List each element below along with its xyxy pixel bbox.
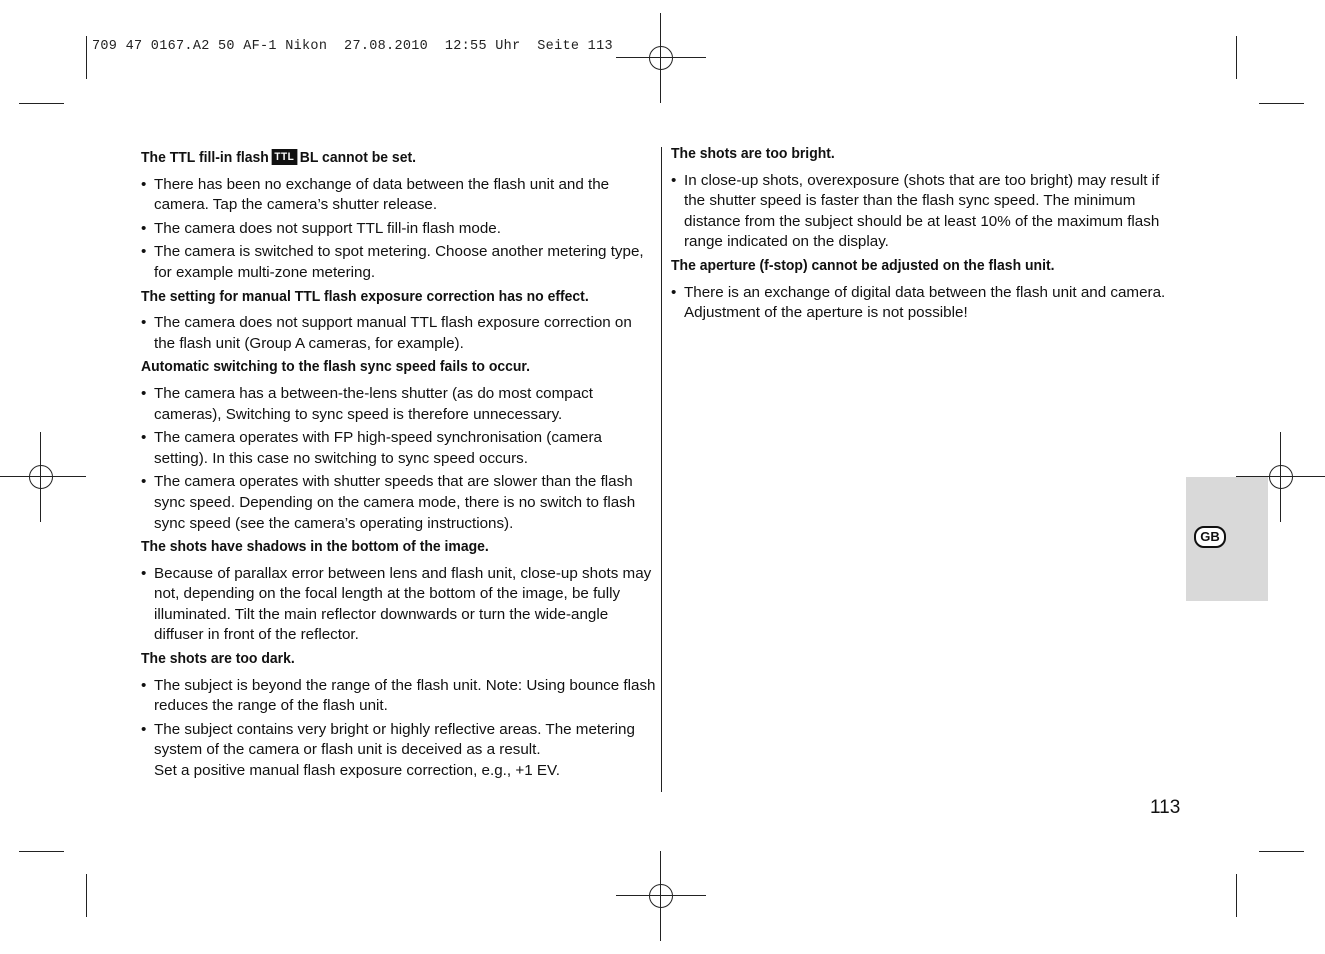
section-too-dark <box>141 649 656 782</box>
bullet: • <box>141 720 147 738</box>
registration-mark-top <box>616 13 706 103</box>
page-number: 113 <box>1150 797 1181 818</box>
section-sync-speed <box>141 357 656 534</box>
bullet: • <box>671 171 677 189</box>
crop-mark <box>1236 36 1237 79</box>
bullet: • <box>141 473 147 491</box>
section-ttl-fill-in <box>141 148 656 284</box>
list-item: • The camera is switched to spot metering. Choose another metering type, for example multi-zone metering. <box>141 243 644 281</box>
section-heading: The shots are too bright. <box>671 145 835 162</box>
section-heading: The shots are too dark. <box>141 650 295 668</box>
ttl-icon: TTL <box>272 149 297 165</box>
bullet: • <box>141 429 147 447</box>
section-heading: The aperture (f-stop) cannot be adjusted on the flash unit. <box>671 256 1055 274</box>
left-column <box>141 148 656 785</box>
registration-mark-bottom <box>616 851 706 941</box>
column-divider <box>661 147 662 792</box>
section-heading: The setting for manual TTL flash exposure correction has no effect. <box>141 287 589 305</box>
list-item: • The camera operates with FP high-speed synchronisation (camera setting). In this case no switching to sync speed occurs. <box>141 429 602 467</box>
crop-mark <box>86 36 87 79</box>
print-header: 709 47 0167.A2 50 AF-1 Nikon 27.08.2010 12:55 Uhr Seite 113 <box>92 39 613 54</box>
section-heading: The TTL fill-in flash TTL BL cannot be set. <box>141 149 417 166</box>
right-column <box>671 144 1176 327</box>
section-shadows <box>141 537 656 646</box>
bullet: • <box>141 243 147 261</box>
crop-mark <box>1259 103 1304 104</box>
crop-mark <box>1236 874 1237 917</box>
registration-mark-left <box>0 432 86 522</box>
section-heading: Automatic switching to the flash sync speed fails to occur. <box>141 358 530 376</box>
list-item: • In close-up shots, overexposure (shots that are too bright) may result if the shutter speed is faster than the flash sync speed. The minimum distance from the subject should be at least 10% of the maximum flash range indicated on the display. <box>671 171 1160 251</box>
bullet: • <box>141 175 147 193</box>
crop-mark <box>19 103 64 104</box>
list-item: • The subject is beyond the range of the flash unit. Note: Using bounce flash reduces the range of the flash unit. <box>141 676 656 715</box>
list-item: • The camera does not support TTL fill-in flash mode. <box>141 219 656 240</box>
language-badge: GB <box>1194 526 1226 548</box>
list-item: • There has been no exchange of data between the flash unit and the camera. Tap the camera’s shutter release. <box>141 175 610 214</box>
crop-mark <box>19 851 64 852</box>
list-item-continuation: Set a positive manual flash exposure correction, e.g., +1 EV. <box>154 762 560 780</box>
bullet: • <box>141 384 147 402</box>
crop-mark <box>86 874 87 917</box>
section-heading: The shots have shadows in the bottom of the image. <box>141 538 489 556</box>
section-manual-correction <box>141 287 656 355</box>
crop-mark <box>1259 851 1304 852</box>
bullet: • <box>671 283 677 301</box>
section-too-bright <box>671 144 1176 253</box>
list-item: • The camera does not support manual TTL flash exposure correction on the flash unit (Group A cameras, for example). <box>141 314 632 352</box>
bullet: • <box>141 564 147 582</box>
language-tab <box>1186 477 1268 601</box>
list-item: • The subject contains very bright or highly reflective areas. The metering system of the camera or flash unit is deceived as a result. Set a positive manual flash exposure correction, e.g., +1 EV. <box>141 720 656 782</box>
bullet: • <box>141 219 147 237</box>
bullet: • <box>141 676 147 694</box>
list-item: • There is an exchange of digital data between the flash unit and camera. Adjustment of the aperture is not possible! <box>671 283 1166 322</box>
list-item: • The camera operates with shutter speeds that are slower than the flash sync speed. Depending on the camera mode, there is no switch to flash sync speed (see the camera’s operating instructions). <box>141 473 636 532</box>
bullet: • <box>141 314 147 332</box>
section-aperture <box>671 256 1176 324</box>
list-item: • Because of parallax error between lens and flash unit, close-up shots may not, depending on the focal length at the bottom of the image, be fully illuminated. Tilt the main reflector downwards or turn the wide-angle diffuser in front of the reflector. <box>141 564 652 644</box>
list-item: • The camera has a between-the-lens shutter (as do most compact cameras), Switching to sync speed is therefore unnecessary. <box>141 384 593 423</box>
